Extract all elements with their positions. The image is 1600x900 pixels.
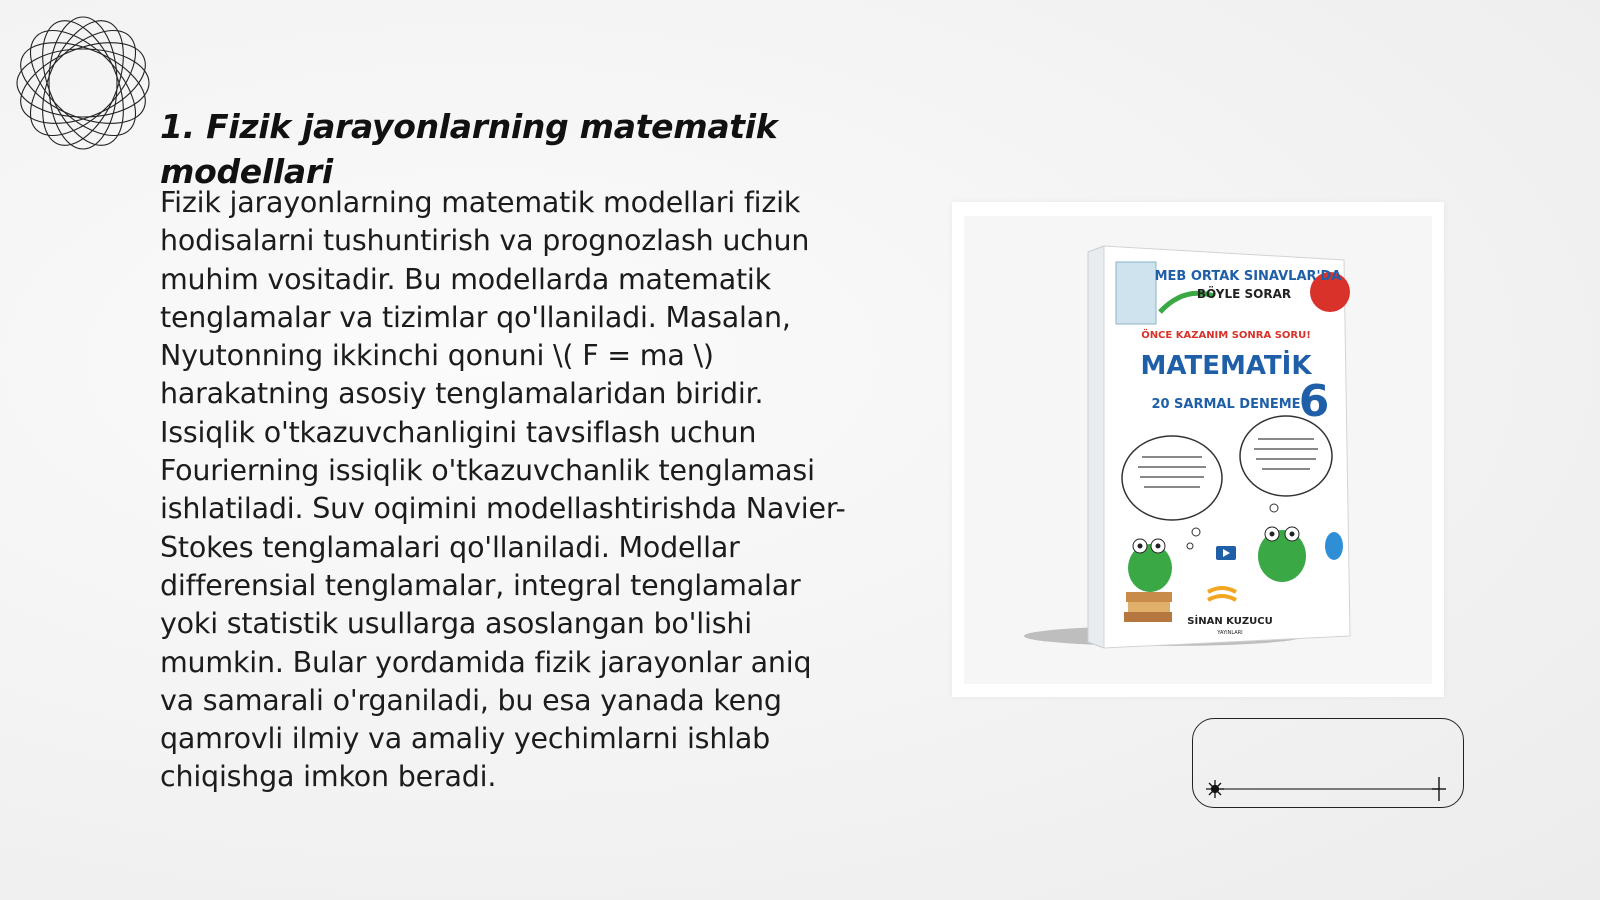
book-image-frame bbox=[952, 202, 1444, 697]
book-grade: 6 bbox=[1298, 376, 1330, 427]
book-cover-image bbox=[964, 216, 1432, 684]
slide-body-text: Fizik jarayonlarning matematik modellari fizik hodisalarni tushuntirish va prognozlash uchun muhim vositadir. Bu modellarda matematik tenglamalar va tizimlar qo'llaniladi. Masalan, Nyutonning ikkinchi qonuni \( F = ma \) harakatning asosiy tenglamalaridan biridir. Issiqlik o'tkazuvchanligini tavsiflash uchun Fourierning issiqlik o'tkazuvchanlik tenglamasi ishlatiladi. Suv oqimini modellashtirishda Navier-Stokes tenglamalari qo'llaniladi. Modellar differensial tenglamalar, integral tenglamalar yoki statistik usullarga asoslangan bo'lishi mumkin. Bular yordamida fizik jarayonlar aniq va samarali o'rganiladi, bu esa yanada keng qamrovli ilmiy va amaliy yechimlarni ishlab chiqishga imkon beradi. bbox=[160, 186, 846, 794]
sun-icon bbox=[1206, 780, 1224, 798]
book-series: 20 SARMAL DENEME bbox=[1151, 397, 1301, 412]
slide-title: 1. Fizik jarayonlarning matematik modellari bbox=[160, 107, 778, 191]
book-banner-line1: MEB ORTAK SINAVLAR'DA bbox=[1154, 269, 1342, 284]
sparkle-icon bbox=[1432, 777, 1446, 801]
book-publisher-sub: YAYINLARI bbox=[1217, 630, 1243, 636]
book-cover-illustration bbox=[964, 216, 1432, 684]
timeline-decoration bbox=[1192, 718, 1464, 808]
book-banner-line2: BÖYLE SORAR bbox=[1196, 287, 1292, 301]
book-title: MATEMATİK bbox=[1140, 351, 1312, 381]
book-subtitle: ÖNCE KAZANIM SONRA SORU! bbox=[1141, 330, 1311, 341]
book-publisher: SİNAN KUZUCU bbox=[1187, 616, 1273, 627]
interlocking-circles-icon bbox=[8, 8, 158, 158]
